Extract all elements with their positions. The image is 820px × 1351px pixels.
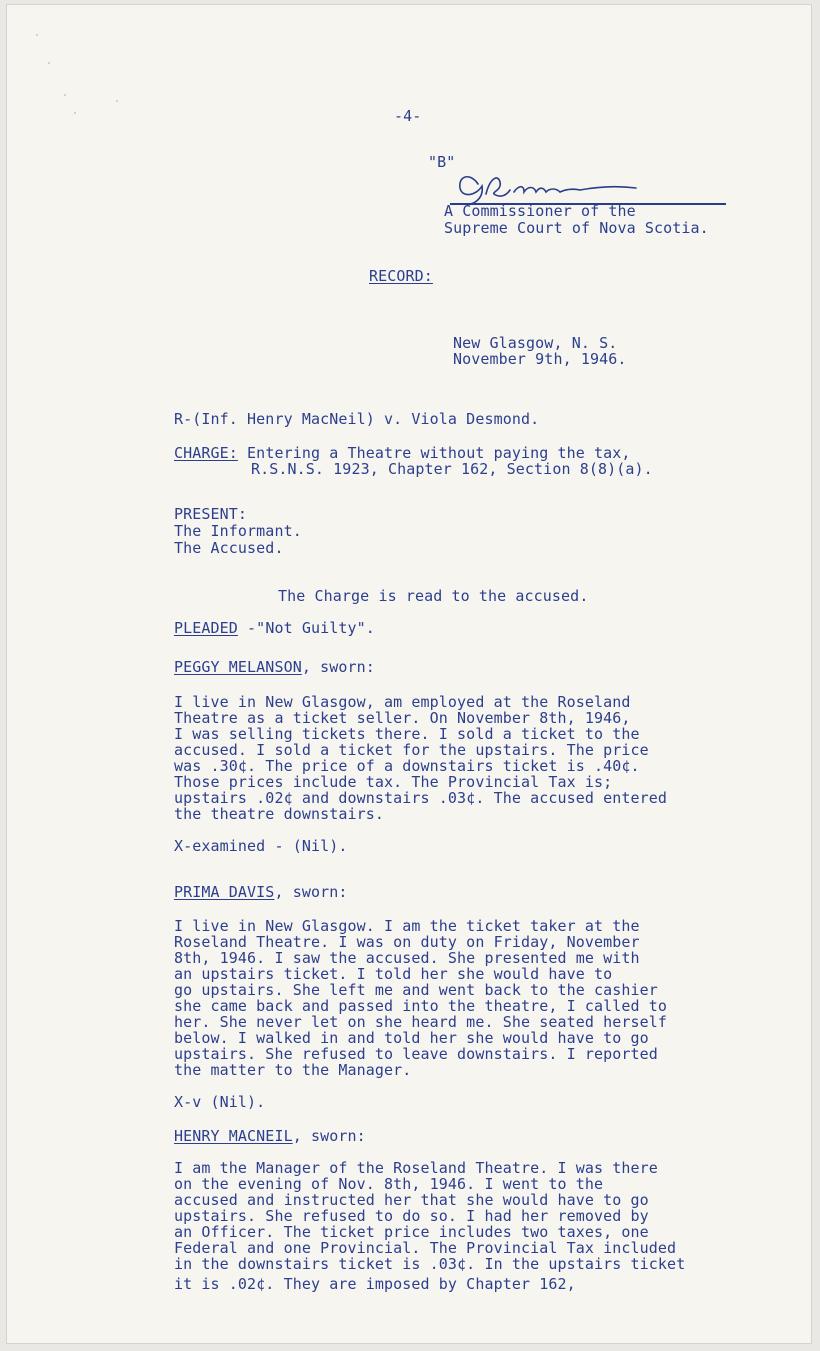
witness-1-line: the theatre downstairs. (174, 805, 385, 823)
exhibit-mark: "B" (428, 153, 456, 171)
present-heading: PRESENT: (174, 505, 248, 523)
witness-1-line: Those prices include tax. The Provincial Tax is; (174, 773, 613, 791)
date-line: November 9th, 1946. (453, 350, 627, 368)
charge-label: CHARGE: (174, 444, 238, 462)
place-line: New Glasgow, N. S. (453, 334, 618, 352)
witness-2-heading (174, 884, 348, 900)
paper-speck (116, 100, 118, 102)
witness-1-name: PEGGY MELANSON (174, 658, 302, 676)
witness-2-line: below. I walked in and told her she would have to go (174, 1029, 649, 1047)
witness-2-line: the matter to the Manager. (174, 1061, 412, 1079)
witness-3-line: accused and instructed her that she would have to go (174, 1191, 649, 1209)
witness-1-line: Theatre as a ticket seller. On November 8th, 1946, (174, 709, 631, 727)
present-accused: The Accused. (174, 539, 284, 557)
record-heading: RECORD: (369, 267, 433, 285)
witness-2-sworn: , sworn: (274, 883, 348, 901)
witness-3-line: upstairs. She refused to do so. I had her removed by (174, 1207, 649, 1225)
witness-2-line: I live in New Glasgow. I am the ticket taker at the (174, 917, 640, 935)
plea-label: PLEADED (174, 619, 238, 637)
witness-1-line: accused. I sold a ticket for the upstairs. The price (174, 741, 649, 759)
witness-3-line: on the evening of Nov. 8th, 1946. I went to the (174, 1175, 604, 1193)
witness-3-line: Federal and one Provincial. The Provincial Tax included (174, 1239, 677, 1257)
witness-3-sworn: , sworn: (292, 1127, 366, 1145)
witness-1-line: I live in New Glasgow, am employed at the Roseland (174, 693, 631, 711)
witness-2-line: an upstairs ticket. I told her she would have to (174, 965, 613, 983)
witness-3-line: it is .02¢. They are imposed by Chapter 162, (174, 1275, 576, 1293)
witness-3-name: HENRY MACNEIL (174, 1127, 293, 1145)
document-page (6, 4, 812, 1344)
witness-2-line: she came back and passed into the theatre, I called to (174, 997, 668, 1015)
charge-line-2: R.S.N.S. 1923, Chapter 162, Section 8(8)(a). (251, 460, 653, 478)
witness-3-line: I am the Manager of the Roseland Theatre. I was there (174, 1159, 658, 1177)
witness-1-line: I was selling tickets there. I sold a ticket to the (174, 725, 640, 743)
present-informant: The Informant. (174, 522, 302, 540)
plea-line (174, 620, 375, 636)
charge-line-1 (174, 445, 631, 461)
plea-text: -"Not Guilty". (237, 619, 375, 637)
witness-1-line: upstairs .02¢ and downstairs .03¢. The accused entered (174, 789, 668, 807)
witness-1-cross: X-examined - (Nil). (174, 837, 348, 855)
witness-2-line: 8th, 1946. I saw the accused. She presented me with (174, 949, 640, 967)
witness-1-line: was .30¢. The price of a downstairs ticket is .40¢. (174, 757, 640, 775)
paper-speck (36, 34, 38, 36)
charge-text: Entering a Theatre without paying the tax, (237, 444, 631, 462)
witness-2-cross: X-v (Nil). (174, 1093, 266, 1111)
charge-read-line: The Charge is read to the accused. (278, 587, 589, 605)
witness-3-line: in the downstairs ticket is .03¢. In the upstairs ticket (174, 1255, 686, 1273)
witness-1-sworn: , sworn: (301, 658, 375, 676)
paper-speck (64, 94, 66, 96)
witness-1-heading (174, 659, 375, 675)
commissioner-line-1: A Commissioner of the (444, 202, 636, 220)
witness-2-name: PRIMA DAVIS (174, 883, 275, 901)
paper-speck (74, 112, 76, 114)
witness-2-line: go upstairs. She left me and went back to the cashier (174, 981, 658, 999)
witness-2-line: upstairs. She refused to leave downstairs. I reported (174, 1045, 658, 1063)
witness-3-line: an Officer. The ticket price includes two taxes, one (174, 1223, 649, 1241)
paper-speck (48, 62, 50, 64)
witness-2-line: her. She never let on she heard me. She seated herself (174, 1013, 668, 1031)
commissioner-line-2: Supreme Court of Nova Scotia. (444, 219, 709, 237)
case-title: R-(Inf. Henry MacNeil) v. Viola Desmond. (174, 410, 540, 428)
witness-3-heading (174, 1128, 366, 1144)
page-number: -4- (394, 107, 422, 125)
witness-2-line: Roseland Theatre. I was on duty on Friday, November (174, 933, 640, 951)
